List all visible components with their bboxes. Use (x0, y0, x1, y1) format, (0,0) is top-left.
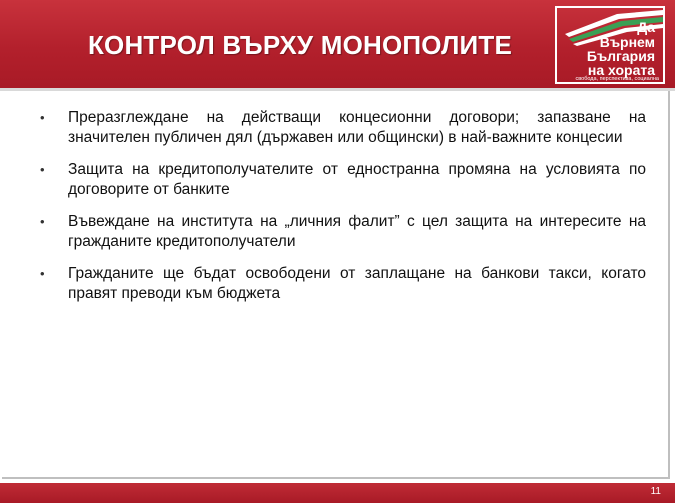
logo-text-line3: България (586, 48, 655, 64)
bullet-text: Гражданите ще бъдат освободени от заплащане на банкови такси, когато правят преводи към бюджета (68, 265, 646, 302)
bullet-list (40, 108, 646, 316)
bullet-text: Въвеждане на института на „личния фалит” с цел защита на интересите на гражданите кредитополучатели (68, 213, 646, 250)
bullet-marker: • (40, 214, 45, 229)
logo-tagline: свобода, перспектива, социална (575, 76, 659, 82)
bullet-text: Защита на кредитополучателите от едностранна промяна на условията по договорите от банките (68, 161, 646, 198)
bullet-marker: • (40, 110, 45, 125)
bullet-item (40, 108, 646, 148)
bullet-item (40, 212, 646, 252)
bullet-marker: • (40, 266, 45, 281)
bullet-item (40, 264, 646, 304)
bullet-marker: • (40, 162, 45, 177)
slide-title: КОНТРОЛ ВЪРХУ МОНОПОЛИТЕ (87, 30, 513, 60)
footer-bar (0, 483, 675, 503)
party-logo (555, 6, 665, 84)
header-bar (0, 0, 675, 88)
bullet-text: Преразглеждане на действащи концесионни договори; запазване на значителен публичен дял (държавен или общински) в най-важните концесии (68, 109, 646, 146)
bullet-item (40, 160, 646, 200)
page-number: 11 (650, 486, 661, 497)
logo-text-line1: Да (637, 19, 655, 35)
logo-text-line2: Върнем (599, 34, 655, 50)
logo-text-line4: на хората (587, 62, 655, 78)
